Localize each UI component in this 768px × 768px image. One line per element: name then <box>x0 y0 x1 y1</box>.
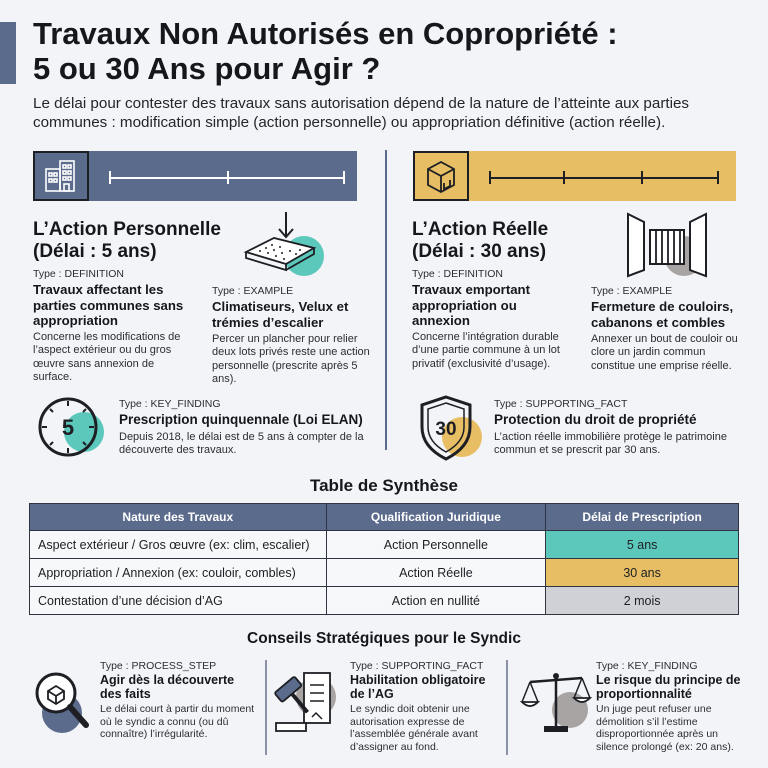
conseil-2-body: Le syndic doit obtenir une autorisation expresse de l’assemblée générale avant d’assigner au fond. <box>350 703 478 753</box>
conseil-3-type: Type : KEY_FINDING <box>596 660 698 672</box>
table-cell: Action en nullité <box>326 587 546 615</box>
left-finding-title: Prescription quinquennale (Loi ELAN) <box>119 412 363 427</box>
table-title: Table de Synthèse <box>309 476 458 495</box>
building-icon <box>33 151 89 201</box>
right-banner <box>413 151 736 201</box>
clock-number: 5 <box>61 415 75 440</box>
right-example-type: Type : EXAMPLE <box>591 285 673 297</box>
magnifier-icon <box>30 663 96 744</box>
table-row <box>30 587 739 615</box>
conseil-1-title: Agir dès la découverte des faits <box>100 673 235 701</box>
table-cell: 30 ans <box>546 559 739 587</box>
left-example-body: Percer un plancher pour relier deux lots privés reste une action personnelle (prescrite après 5 ans). <box>212 333 370 386</box>
shield-icon <box>412 393 488 468</box>
left-definition-type: Type : DEFINITION <box>33 268 125 280</box>
page-title: Travaux Non Autorisés en Copropriété : 5 ou 30 Ans pour Agir ? <box>33 16 618 86</box>
conseil-2-type: Type : SUPPORTING_FACT <box>350 660 484 672</box>
right-example-body: Annexer un bout de couloir ou clore un jardin commun constitue une emprise réelle. <box>591 333 738 372</box>
right-heading: L’Action Réelle (Délai : 30 ans) <box>412 219 549 262</box>
table-cell: Contestation d’une décision d’AG <box>30 587 327 615</box>
table-header: Qualification Juridique <box>326 504 546 531</box>
clock-icon <box>34 395 110 466</box>
table-cell: Action Personnelle <box>326 531 546 559</box>
table-cell: 2 mois <box>546 587 739 615</box>
table-cell: 5 ans <box>546 531 739 559</box>
floor-opening-icon <box>242 210 332 283</box>
table-row <box>30 559 739 587</box>
right-fact-body: L’action réelle immobilière protège le patrimoine commun et se prescrit par 30 ans. <box>494 431 727 457</box>
gavel-icon <box>270 663 344 744</box>
right-example-title: Fermeture de couloirs, cabanons et combles <box>591 299 734 330</box>
table-cell: Aspect extérieur / Gros œuvre (ex: clim, escalier) <box>30 531 327 559</box>
right-definition-title: Travaux emportant appropriation ou annexion <box>412 282 530 328</box>
left-definition-title: Travaux affectant les parties communes sans appropriation <box>33 282 184 328</box>
corridor-gate-icon <box>622 206 712 283</box>
box-icon <box>413 151 469 201</box>
synthesis-table <box>29 503 739 615</box>
conseils-separator <box>506 660 508 755</box>
conseil-2-title: Habilitation obligatoire de l’AG <box>350 673 486 701</box>
left-heading: L’Action Personnelle (Délai : 5 ans) <box>33 219 221 262</box>
table-header-row <box>30 504 739 531</box>
conseils-title: Conseils Stratégiques pour le Syndic <box>247 630 521 647</box>
table-cell: Appropriation / Annexion (ex: couloir, combles) <box>30 559 327 587</box>
right-fact-title: Protection du droit de propriété <box>494 412 697 427</box>
left-example-title: Climatiseurs, Velux et trémies d’escalier <box>212 299 349 330</box>
table-cell: Action Réelle <box>326 559 546 587</box>
left-example-type: Type : EXAMPLE <box>212 285 294 297</box>
table-header: Délai de Prescription <box>546 504 739 531</box>
right-definition-body: Concerne l’intégration durable d’une partie commune à un lot privatif (exclusivité d’usage). <box>412 331 560 370</box>
column-divider <box>385 150 387 450</box>
table-row <box>30 531 739 559</box>
conseils-separator <box>265 660 267 755</box>
scales-icon <box>520 668 592 743</box>
conseil-3-title: Le risque du principe de proportionnalité <box>596 673 741 701</box>
right-definition-type: Type : DEFINITION <box>412 268 504 280</box>
conseil-3-body: Un juge peut refuser une démolition s’il l’estime disproportionnée après un silence prolongé (ex: 20 ans). <box>596 703 734 753</box>
page-subtitle: Le délai pour contester des travaux sans autorisation dépend de la nature de l’atteinte aux parties communes : modification simple (action personnelle) ou appropriation définitive (action réelle). <box>33 95 690 131</box>
left-finding-body: Depuis 2018, le délai est de 5 ans à compter de la découverte des travaux. <box>119 431 364 457</box>
left-finding-type: Type : KEY_FINDING <box>119 398 221 410</box>
left-definition-body: Concerne les modifications de l’aspect extérieur ou du gros œuvre sans annexion de surface. <box>33 331 181 384</box>
conseil-1-type: Type : PROCESS_STEP <box>100 660 217 672</box>
title-accent-bar <box>0 22 16 84</box>
right-fact-type: Type : SUPPORTING_FACT <box>494 398 628 410</box>
shield-number: 30 <box>435 419 457 440</box>
left-banner <box>33 151 357 201</box>
table-header: Nature des Travaux <box>30 504 327 531</box>
conseil-1-body: Le délai court à partir du moment où le syndic a connu (ou dû connaître) l’irrégularité. <box>100 703 255 740</box>
